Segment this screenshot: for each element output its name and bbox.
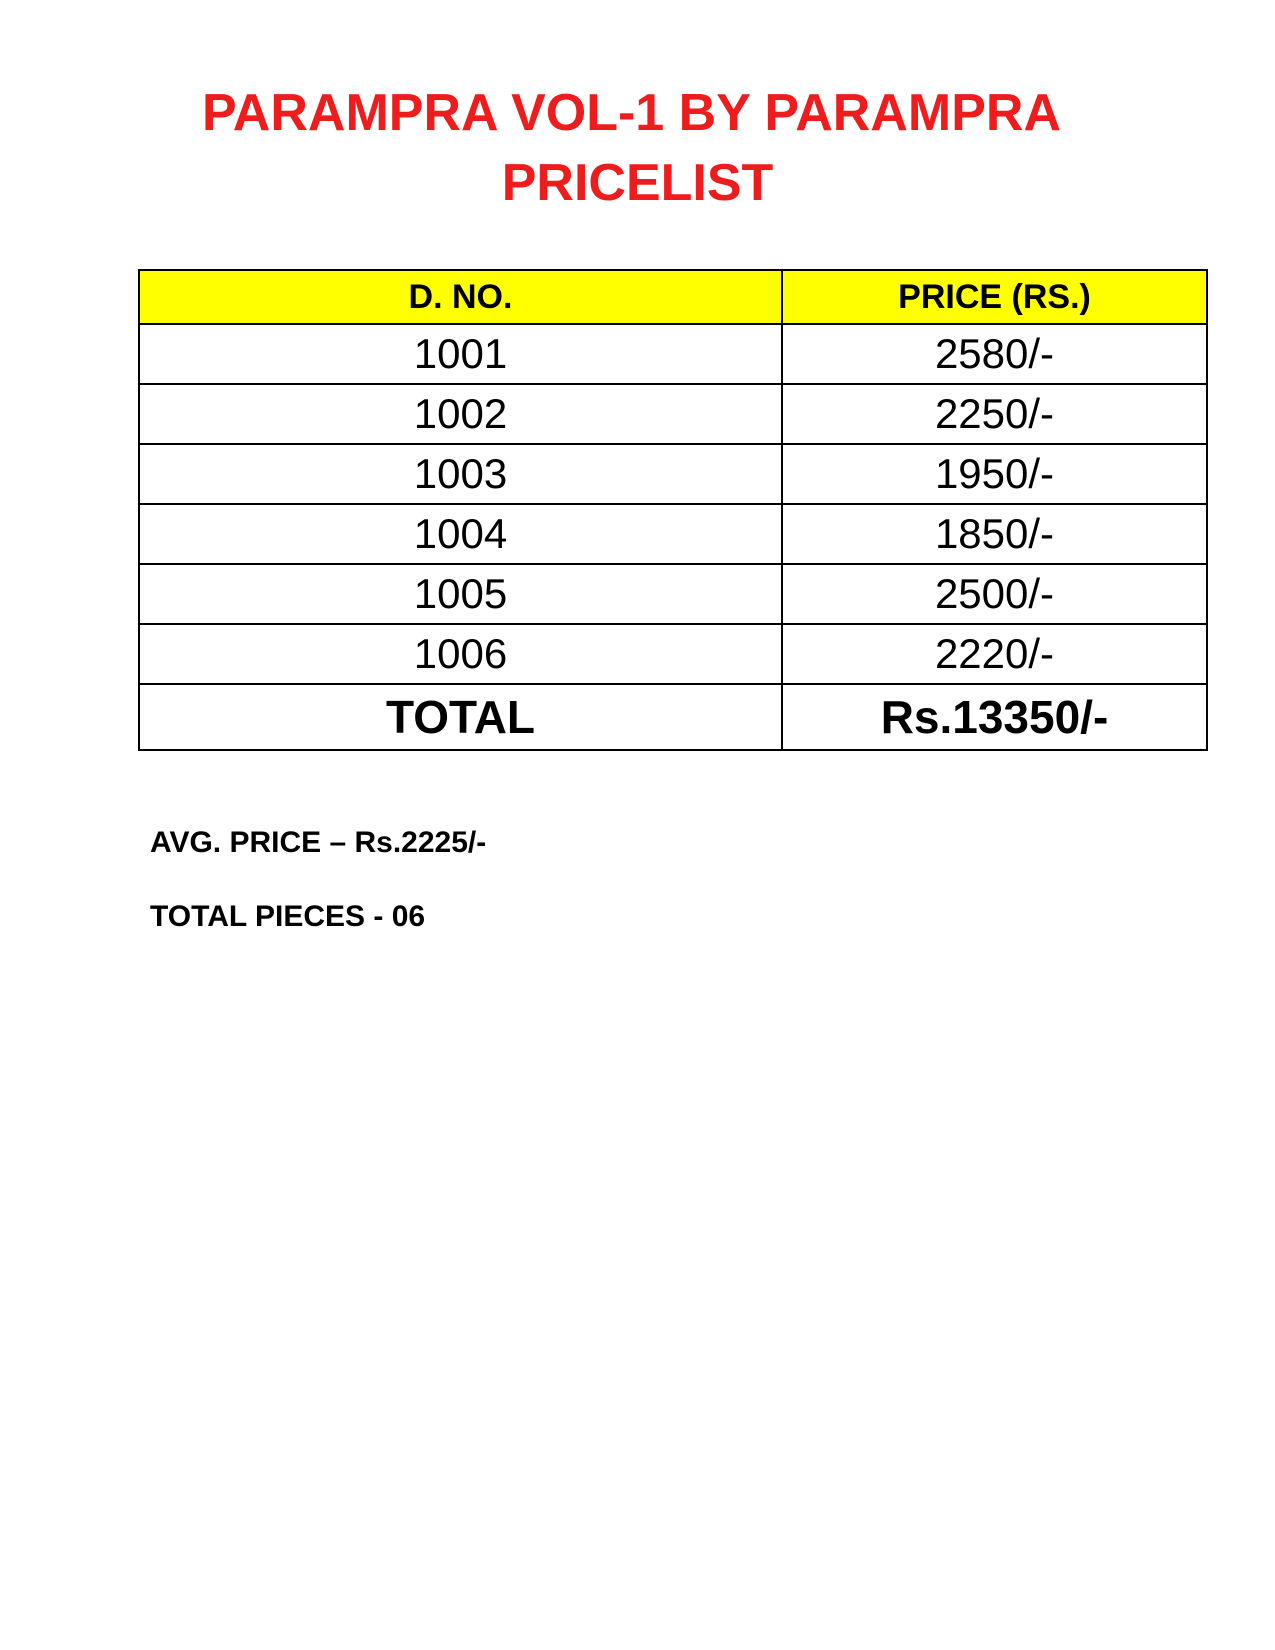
total-row <box>139 684 1207 750</box>
price-cell: 2250/- <box>782 384 1207 444</box>
price-cell: 2500/- <box>782 564 1207 624</box>
table-row <box>139 384 1207 444</box>
price-cell: 1950/- <box>782 444 1207 504</box>
table-row <box>139 624 1207 684</box>
price-cell: 2220/- <box>782 624 1207 684</box>
column-header-design-no: D. NO. <box>139 270 782 324</box>
design-no-cell: 1005 <box>139 564 782 624</box>
total-label: TOTAL <box>139 684 782 750</box>
table-row <box>139 564 1207 624</box>
column-header-price: PRICE (RS.) <box>782 270 1207 324</box>
design-no-cell: 1002 <box>139 384 782 444</box>
document-title <box>0 78 1275 218</box>
table-header-row <box>139 270 1207 324</box>
table-row <box>139 444 1207 504</box>
price-table <box>138 269 1208 751</box>
title-line-1: PARAMPRA VOL-1 BY PARAMPRA <box>201 84 1061 142</box>
price-cell: 2580/- <box>782 324 1207 384</box>
design-no-cell: 1001 <box>139 324 782 384</box>
total-value: Rs.13350/- <box>782 684 1207 750</box>
average-price: AVG. PRICE – Rs.2225/- <box>150 826 487 859</box>
total-pieces: TOTAL PIECES - 06 <box>150 900 426 933</box>
table-row <box>139 504 1207 564</box>
design-no-cell: 1003 <box>139 444 782 504</box>
price-cell: 1850/- <box>782 504 1207 564</box>
table-row <box>139 324 1207 384</box>
title-line-2: PRICELIST <box>501 154 774 212</box>
design-no-cell: 1004 <box>139 504 782 564</box>
design-no-cell: 1006 <box>139 624 782 684</box>
